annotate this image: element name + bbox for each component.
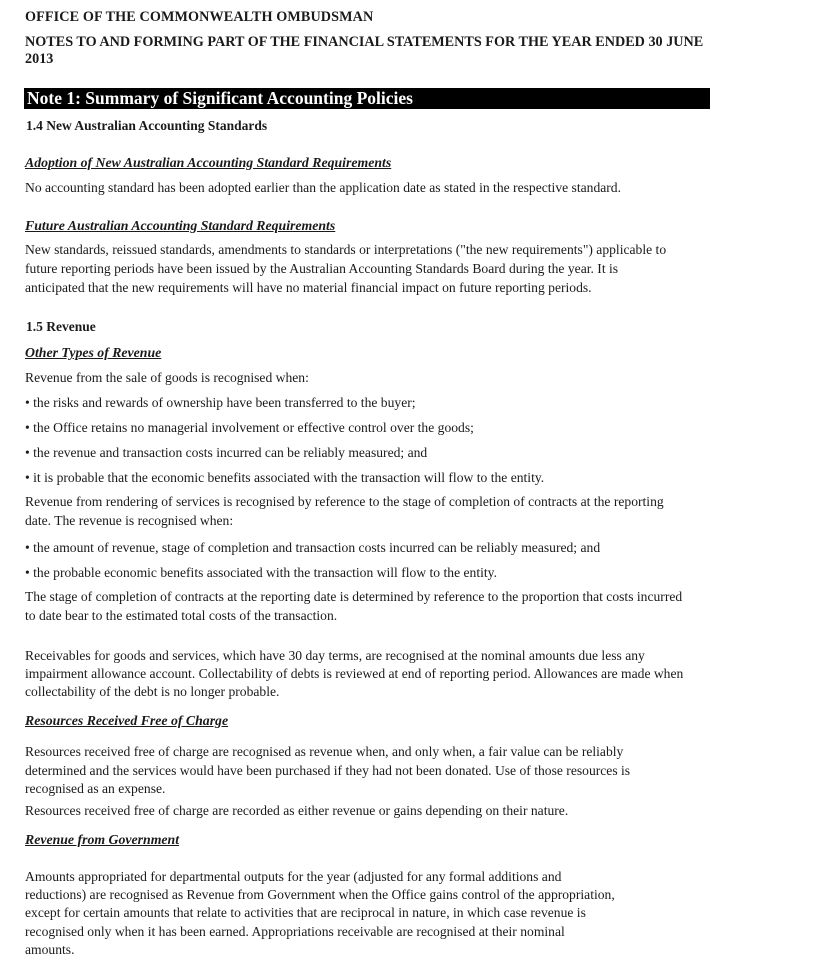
resources-line-2: determined and the services would have been purchased if they had not been donated. Use of those resources is — [25, 763, 631, 778]
future-heading: Future Australian Accounting Standard Requirements — [25, 218, 336, 233]
government-heading: Revenue from Government — [25, 832, 180, 847]
services-bullet-2: • the probable economic benefits associated with the transaction will flow to the entity. — [25, 565, 497, 580]
government-line-2: reductions) are recognised as Revenue from Government when the Office gains control of the appropriation, — [25, 887, 615, 902]
services-bullet-1: • the amount of revenue, stage of completion and transaction costs incurred can be reliably measured; and — [25, 540, 601, 555]
adoption-heading: Adoption of New Australian Accounting Standard Requirements — [25, 155, 392, 170]
government-line-3: except for certain amounts that relate to activities that are reciprocal in nature, in which case revenue is — [25, 905, 586, 920]
future-line-3: anticipated that the new requirements will have no material financial impact on future reporting periods. — [25, 280, 592, 295]
services-line-2: date. The revenue is recognised when: — [25, 513, 234, 528]
goods-bullet-3: • the revenue and transaction costs incurred can be reliably measured; and — [25, 445, 428, 460]
future-line-2: future reporting periods have been issued by the Australian Accounting Standards Board during the year. It is — [25, 261, 619, 276]
receivables-line-3: collectability of the debt is no longer probable. — [25, 684, 280, 699]
receivables-line-1: Receivables for goods and services, which have 30 day terms, are recognised at the nominal amounts due less any — [25, 648, 645, 663]
resources-line-3: recognised as an expense. — [25, 781, 166, 796]
resources-line-1: Resources received free of charge are recognised as revenue when, and only when, a fair value can be reliably — [25, 744, 624, 759]
services-line-1: Revenue from rendering of services is recognised by reference to the stage of completion of contracts at the reporting — [25, 494, 664, 509]
goods-bullet-2: • the Office retains no managerial involvement or effective control over the goods; — [25, 420, 474, 435]
goods-bullet-4: • it is probable that the economic benefits associated with the transaction will flow to the entity. — [25, 470, 545, 485]
section-1-4-title: 1.4 New Australian Accounting Standards — [26, 118, 268, 133]
goods-intro: Revenue from the sale of goods is recognised when: — [25, 370, 309, 385]
note-title-bar: Note 1: Summary of Significant Accounting Policies — [24, 88, 710, 109]
section-1-5-title: 1.5 Revenue — [26, 319, 96, 334]
stage-line-2: to date bear to the estimated total costs of the transaction. — [25, 608, 338, 623]
receivables-line-2: impairment allowance account. Collectability of debts is reviewed at end of reporting period. Allowances are made when — [25, 666, 684, 681]
future-line-1: New standards, reissued standards, amendments to standards or interpretations ("the new requirements") applicable to — [25, 242, 667, 257]
stage-line-1: The stage of completion of contracts at the reporting date is determined by reference to the proportion that costs incurred — [25, 589, 683, 604]
government-line-1: Amounts appropriated for departmental outputs for the year (adjusted for any formal additions and — [25, 869, 562, 884]
office-heading: OFFICE OF THE COMMONWEALTH OMBUDSMAN — [25, 9, 374, 25]
notes-title: NOTES TO AND FORMING PART OF THE FINANCIAL STATEMENTS FOR THE YEAR ENDED 30 JUNE 2013 — [25, 34, 704, 67]
resources-heading: Resources Received Free of Charge — [25, 713, 229, 728]
other-revenue-heading: Other Types of Revenue — [25, 345, 162, 360]
government-line-4: recognised only when it has been earned. Appropriations receivable are recognised at their nominal — [25, 924, 565, 939]
adoption-paragraph: No accounting standard has been adopted earlier than the application date as stated in the respective standard. — [25, 180, 622, 195]
government-line-5: amounts. — [25, 942, 75, 957]
goods-bullet-1: • the risks and rewards of ownership have been transferred to the buyer; — [25, 395, 416, 410]
resources-nature-line: Resources received free of charge are recorded as either revenue or gains depending on their nature. — [25, 803, 569, 818]
